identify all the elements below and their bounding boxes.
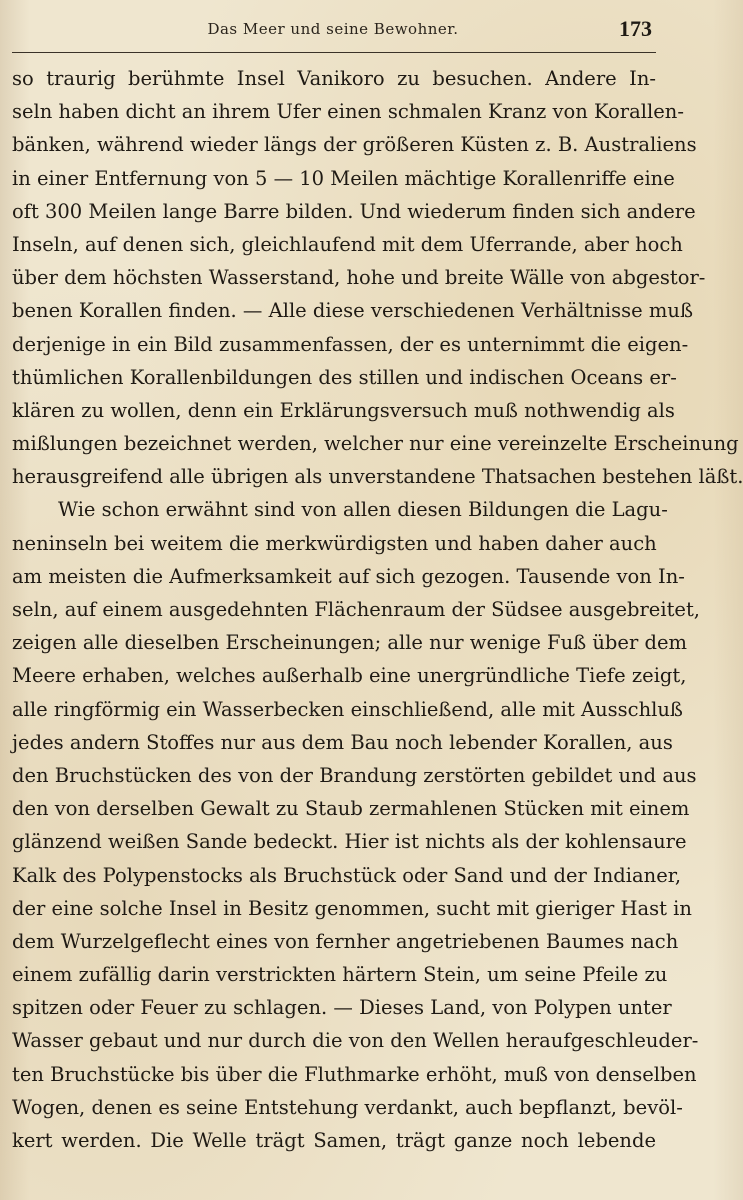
page-number: 173 (619, 16, 652, 41)
running-header (0, 12, 666, 52)
text-line: am meisten die Aufmerksamkeit auf sich gezogen. Tausende von In- (12, 564, 685, 588)
text-line: zeigen alle dieselben Erscheinungen; alle nur wenige Fuß über dem (12, 631, 687, 655)
text-line: Wasser gebaut und nur durch die von den Wellen heraufgeschleuder- (12, 1029, 699, 1053)
text-line: Kalk des Polypenstocks als Bruchstück oder Sand und der Indianer, (12, 863, 682, 887)
text-line: so traurig berühmte Insel Vanikoro zu besuchen. Andere In- (12, 67, 656, 90)
text-line: neninseln bei weitem die merkwürdigsten und haben daher auch (12, 531, 657, 555)
text-line: spitzen oder Feuer zu schlagen. — Dieses Land, von Polypen unter (12, 996, 672, 1020)
text-line: oft 300 Meilen lange Barre bilden. Und wiederum finden sich andere (12, 199, 696, 223)
text-line: thümlichen Korallenbildungen des stillen und indischen Oceans er- (12, 365, 677, 389)
text-line: alle ringförmig ein Wasserbecken einschließend, alle mit Ausschluß (12, 697, 683, 721)
text-line: mißlungen bezeichnet werden, welcher nur eine vereinzelte Erscheinung (12, 432, 739, 456)
text-line: bänken, während wieder längs der größeren Küsten z. B. Australiens (12, 133, 697, 157)
header-rule (12, 52, 656, 53)
body-text (12, 62, 743, 1157)
text-line: den Bruchstücken des von der Brandung zerstörten gebildet und aus (12, 763, 697, 787)
paragraph-start-line: Wie schon erwähnt sind von allen diesen Bildungen die Lagu- (58, 498, 668, 522)
text-line: Meere erhaben, welches außerhalb eine unergründliche Tiefe zeigt, (12, 664, 687, 688)
text-line: jedes andern Stoffes nur aus dem Bau noch lebender Korallen, aus (12, 730, 673, 754)
text-line: in einer Entfernung von 5 — 10 Meilen mächtige Korallenriffe eine (12, 166, 675, 190)
text-line: kert werden. Die Welle trägt Samen, trägt ganze noch lebende (12, 1129, 656, 1152)
text-line: seln haben dicht an ihrem Ufer einen schmalen Kranz von Korallen- (12, 100, 684, 124)
text-line: benen Korallen finden. — Alle diese verschiedenen Verhältnisse muß (12, 299, 693, 323)
paragraph-end-line: herausgreifend alle übrigen als unverstandene Thatsachen bestehen läßt. (12, 465, 743, 489)
text-line: über dem höchsten Wasserstand, hohe und breite Wälle von abgestor- (12, 266, 706, 290)
text-line: Inseln, auf denen sich, gleichlaufend mit dem Uferrande, aber hoch (12, 232, 683, 256)
running-title: Das Meer und seine Bewohner. (207, 20, 459, 38)
text-line: der eine solche Insel in Besitz genommen, sucht mit gieriger Hast in (12, 896, 692, 920)
text-line: klären zu wollen, denn ein Erklärungsversuch muß nothwendig als (12, 398, 675, 422)
text-line: den von derselben Gewalt zu Staub zermahlenen Stücken mit einem (12, 797, 690, 821)
text-line: dem Wurzelgeflecht eines von fernher angetriebenen Baumes nach (12, 929, 679, 953)
text-line: derjenige in ein Bild zusammenfassen, der es unternimmt die eigen- (12, 332, 689, 356)
text-line: glänzend weißen Sande bedeckt. Hier ist nichts als der kohlensaure (12, 830, 687, 854)
text-line: Wogen, denen es seine Entstehung verdankt, auch bepflanzt, bevöl- (12, 1095, 683, 1119)
text-line: einem zufällig darin verstrickten härtern Stein, um seine Pfeile zu (12, 963, 668, 987)
text-line: ten Bruchstücke bis über die Fluthmarke erhöht, muß von denselben (12, 1062, 697, 1086)
text-line: seln, auf einem ausgedehnten Flächenraum der Südsee ausgebreitet, (12, 598, 700, 621)
